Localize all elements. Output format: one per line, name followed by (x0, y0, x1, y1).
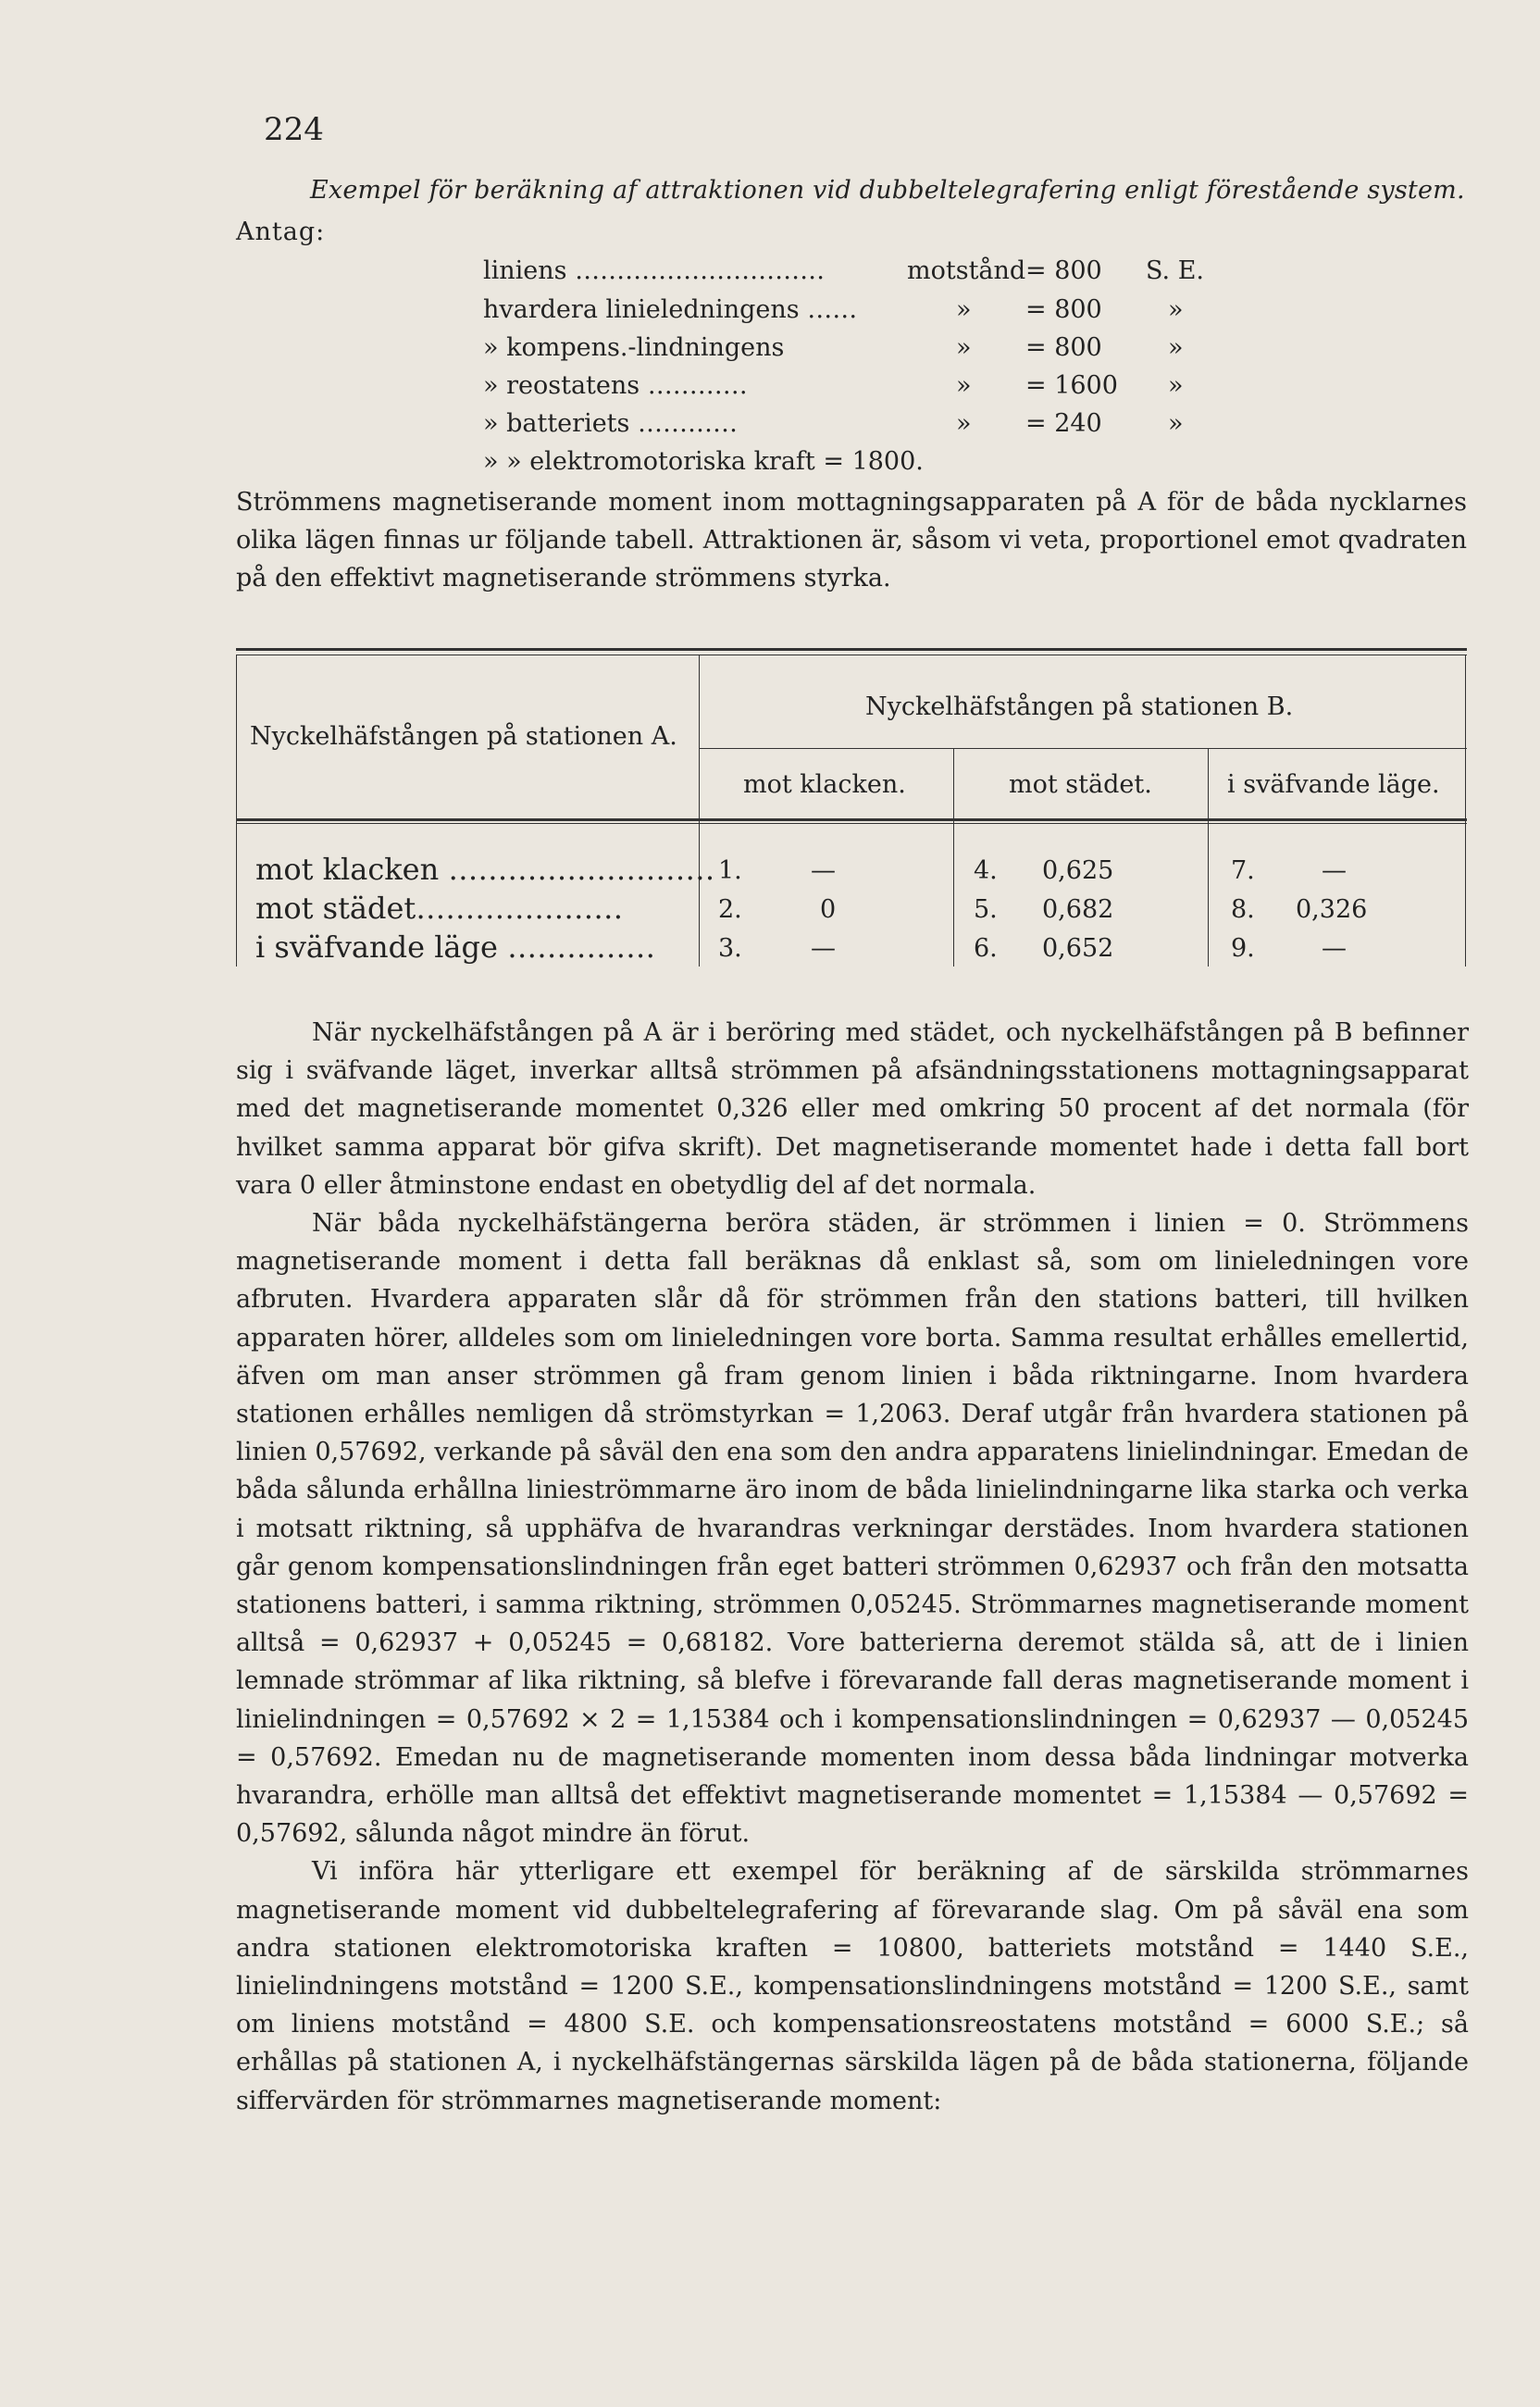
spec-value: = 1600 (1025, 371, 1118, 400)
table-cell: — (811, 934, 836, 963)
spec-kind: motstånd (907, 256, 1026, 285)
spec-unit: » (1168, 409, 1184, 438)
table-cell: 4. (974, 856, 998, 885)
table-cell: — (811, 856, 836, 885)
spec-unit: » (1168, 333, 1184, 362)
spec-line: » reostatens ………… (483, 371, 748, 400)
table-cell: 9. (1231, 934, 1255, 963)
spec-kind: » (956, 371, 972, 400)
paragraph: När båda nyckelhäfstängerna beröra städen, är strömmen i linien = 0. Strömmens magnetiserande moment i detta fall beräknas då enklast så, som om linieledningen vore afbruten. Hvardera apparaten slår då för strömmen från den stations batteri, till hvilken apparaten hörer, alldeles som om linieledningen vore borta. Samma resultat erhålles emellertid, äfven om man anser strömmen gå fram genom linien i båda riktningarne. Inom hvardera stationen erhålles nemligen då strömstyrkan = 1,2063. Deraf utgår från hvardera stationen på linien 0,57692, verkande på såväl den ena som den andra apparatens linielindningar. Emedan de båda sålunda erhållna linieströmmarne äro inom de båda linielindningarne lika starka och verka i motsatt riktning, så upphäfva de hvarandras verkningar derstädes. Inom hvardera stationen går genom kompensationslindningen från eget batteri strömmen 0,62937 och från den motsatta stationens batteri, i samma riktning, strömmen 0,05245. Strömmarnes magnetiserande moment alltså = 0,62937 + 0,05245 = 0,68182. Vore batterierna deremot stälda så, att de i linien lemnade strömmar af lika riktning, så blefve i förevarande fall deras magnetiserande moment i linielindningen = 0,57692 × 2 = 1,15384 och i kompensationslindningen = 0,62937 — 0,05245 = 0,57692. Emedan nu de magnetiserande momenten inom dessa båda lindningar motverka hvarandra, erhölle man alltså det effektivt magnetiserande momentet = 1,15384 — 0,57692 = 0,57692, sålunda något mindre än förut. (236, 1209, 1469, 1849)
body-text (236, 1014, 1469, 2120)
table-cell: 0 (820, 895, 837, 924)
table-cell: 1. (718, 856, 742, 885)
table-cell: — (1322, 934, 1347, 963)
spec-value: = 800 (1025, 256, 1102, 285)
col-divider (1208, 748, 1209, 967)
paragraph: När nyckelhäfstången på A är i beröring med städet, och nyckelhäfstången på B befinner sig i sväfvande läget, inverkar alltså strömmen på afsändningsstationens mottagningsapparat med det magnetiserande momentet 0,326 eller med omkring 50 procent af det normala (för hvilket samma apparat bör gifva skrift). Det magnetiserande momentet hade i detta fall bort vara 0 eller åtminstone endast en obetydlig del af det normala. (236, 1018, 1469, 1200)
subheader-svafvande: i sväfvande läge. (1227, 770, 1440, 799)
spec-unit: S. E. (1146, 256, 1204, 285)
table-cell: 0,326 (1296, 895, 1368, 924)
row-label: mot städet………………… (255, 891, 624, 926)
col-divider (699, 655, 700, 967)
table-cell: 5. (974, 895, 998, 924)
table-cell: 8. (1231, 895, 1255, 924)
table-cell: 0,625 (1042, 856, 1114, 885)
subheader-mot-stadet: mot städet. (1009, 770, 1152, 799)
spec-unit: » (1168, 295, 1184, 324)
table-header-rule-thin (236, 823, 1467, 824)
spec-line: hvardera linieledningens …… (483, 295, 858, 324)
row-label: mot klacken ……………………… (255, 852, 715, 887)
table-top-rule (236, 648, 1467, 651)
intro-paragraph: Strömmens magnetiserande moment inom mottagningsapparaten på A för de båda nycklarnes olika lägen finnas ur följande tabell. Attraktionen är, såsom vi veta, proportionel emot qvadraten på den effektivt magnetiserande strömmens styrka. (236, 488, 1467, 592)
table-cell: — (1322, 856, 1347, 885)
spec-kind: » (956, 333, 972, 362)
table-header-rule (236, 818, 1467, 821)
table-cell: 0,682 (1042, 895, 1114, 924)
spec-value: = 800 (1025, 295, 1102, 324)
table-cell: 0,652 (1042, 934, 1114, 963)
col-divider (1465, 655, 1466, 967)
example-title: Exempel för beräkning af attraktionen vid dubbeltelegrafering enligt förestående system. (310, 176, 1465, 205)
paragraph: Vi införa här ytterligare ett exempel för beräkning af de särskilda strömmarnes magnetiserande moment vid dubbeltelegrafering af förevarande slag. Om på såväl ena som andra stationen elektromotoriska kraften = 10800, batteriets motstånd = 1440 S.E., linielindningens motstånd = 1200 S.E., kompensationslindningens motstånd = 1200 S.E., samt om liniens motstånd = 4800 S.E. och kompensationsreostatens motstånd = 6000 S.E.; så erhållas på stationen A, i nyckelhäfstängernas särskilda lägen på de båda stationerna, följande siffervärden för strömmarnes magnetiserande moment: (236, 1857, 1469, 2115)
spec-unit: » (1168, 371, 1184, 400)
antag-label: Antag: (236, 218, 326, 246)
spec-kind: » (956, 409, 972, 438)
spec-line: liniens ………………………… (483, 256, 826, 285)
header-station-b: Nyckelhäfstången på stationen B. (865, 692, 1294, 721)
header-station-a: Nyckelhäfstången på stationen A. (250, 722, 677, 751)
row-label: i sväfvande läge …………… (255, 929, 656, 965)
subheader-rule (699, 748, 1467, 749)
spec-line: » kompens.-lindningens (483, 333, 785, 362)
spec-line: » batteriets ………… (483, 409, 738, 438)
col-divider (236, 655, 237, 967)
table-cell: 2. (718, 895, 742, 924)
col-divider (953, 748, 954, 967)
subheader-mot-klacken: mot klacken. (743, 770, 906, 799)
table-cell: 6. (974, 934, 998, 963)
page-number: 224 (264, 111, 324, 148)
spec-kind: » (956, 295, 972, 324)
table-cell: 7. (1231, 856, 1255, 885)
spec-value: = 800 (1025, 333, 1102, 362)
table-cell: 3. (718, 934, 742, 963)
spec-line: » » elektromotoriska kraft = 1800. (483, 447, 924, 476)
spec-value: = 240 (1025, 409, 1102, 438)
